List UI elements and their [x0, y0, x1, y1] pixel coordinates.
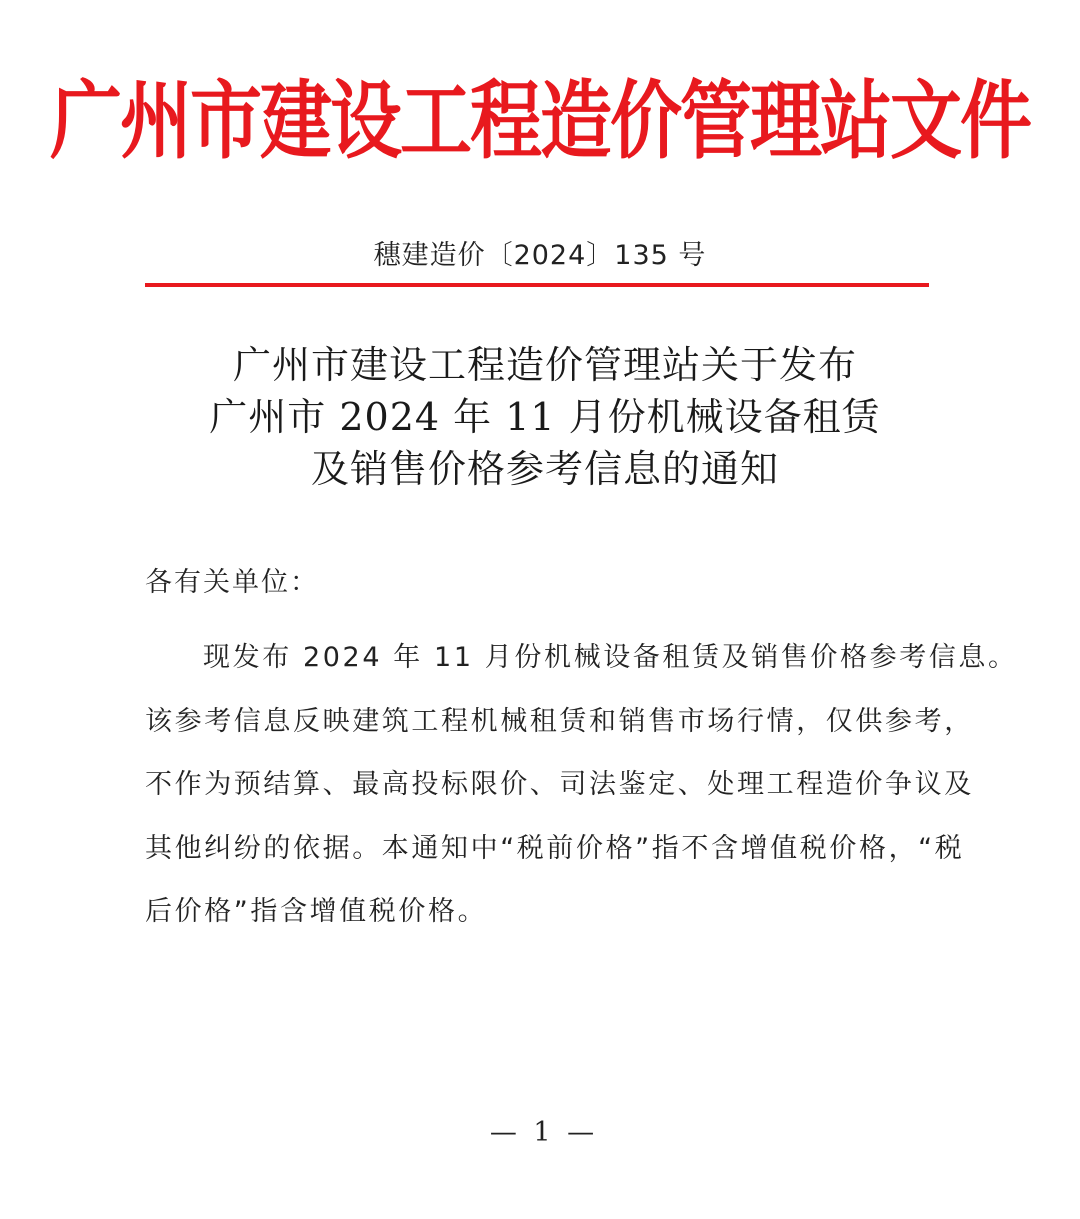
- notice-title-line: 广州市 2024 年 11 月份机械设备租赁: [209, 395, 881, 439]
- document-masthead: 广州市建设工程造价管理站文件: [49, 71, 1030, 171]
- document-number: 穗建造价〔2024〕135 号: [373, 240, 707, 271]
- notice-title-line: 及销售价格参考信息的通知: [310, 447, 779, 491]
- body-line: 现发布 2024 年 11 月份机械设备租赁及销售价格参考信息。: [203, 642, 1018, 673]
- body-line: 后价格”指含增值税价格。: [145, 896, 488, 927]
- salutation: 各有关单位：: [145, 567, 319, 598]
- body-line: 不作为预结算、最高投标限价、司法鉴定、处理工程造价争议及: [145, 769, 974, 800]
- page-number: — 1 —: [489, 1117, 599, 1148]
- body-line: 其他纠纷的依据。本通知中“税前价格”指不含增值税价格，“税: [145, 832, 965, 864]
- notice-title-line: 广州市建设工程造价管理站关于发布: [232, 343, 857, 387]
- notice-title: [0, 339, 1080, 495]
- body-line: 该参考信息反映建筑工程机械租赁和销售市场行情，仅供参考，: [145, 705, 974, 737]
- red-divider-rule: [145, 283, 929, 287]
- notice-body: [145, 626, 1018, 944]
